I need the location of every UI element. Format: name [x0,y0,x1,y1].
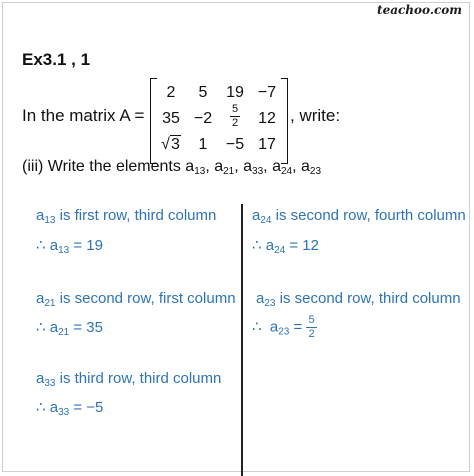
intro-prefix: In the matrix A = [22,106,145,125]
answer-a13-description [36,207,216,224]
equals-sign: = [289,318,303,336]
fraction-numerator: 5 [231,103,239,115]
element-letter: a [49,319,59,336]
subscript: 23 [278,326,290,338]
subscript-33: 33 [252,166,264,177]
answer-a24-description [252,207,466,224]
therefore-icon: ∴ [252,237,262,254]
separator: , a [205,158,224,175]
result-value: = 12 [285,237,319,254]
subscript-13: 13 [194,166,206,177]
subscript: 13 [44,215,56,226]
matrix-cell-r1c3: 19 [226,84,244,101]
therefore-icon: ∴ [36,237,46,254]
answer-a13-result [36,236,103,254]
element-letter: a [49,399,59,416]
fraction-five-halves [306,315,316,340]
separator: , a [234,158,253,175]
fraction-five-halves [230,104,240,129]
therefore-icon: ∴ [36,319,46,336]
exercise-heading: Ex3.1 , 1 [22,50,91,69]
sqrt-radicand: 3 [170,136,180,153]
element-letter: a [269,318,279,336]
subscript: 24 [274,245,286,256]
matrix-cell-r1c1: 2 [166,84,176,101]
answer-a24-result [252,236,319,254]
answer-a33-result [36,398,103,416]
separator: , a [263,158,281,175]
intro-suffix: , write: [290,106,341,125]
matrix-cell-r2c2: −2 [193,110,213,127]
result-value: = 19 [69,237,103,254]
fraction-numerator: 5 [308,314,315,326]
sqrt-icon: √ [161,136,170,153]
matrix-right-bracket [281,78,288,164]
subscript-21: 21 [223,166,235,177]
subscript: 13 [58,245,70,256]
element-letter: a [265,237,275,254]
matrix-cell-r1c2: 5 [198,84,208,101]
fraction-denominator: 2 [308,328,315,340]
subscript: 21 [58,327,70,338]
question-part-iii [22,158,321,176]
answer-a21-result [36,318,103,336]
matrix-cell-r3c3: −5 [225,136,245,153]
element-letter: a [252,207,261,224]
matrix-cell-r3c4: 17 [258,136,276,153]
subscript: 21 [44,298,56,309]
answer-a23-result [252,315,317,340]
description-text: is second row, fourth column [271,207,466,224]
brand-logo: teachoo.com [377,3,462,17]
answer-a33-description [36,370,221,387]
description-text: is second row, first column [55,290,236,307]
separator: , a [292,158,310,175]
description-text: is first row, third column [55,207,217,224]
element-letter: a [36,290,45,307]
column-divider [241,204,243,476]
result-value: = −5 [69,399,104,416]
subscript: 33 [44,378,56,389]
description-text: is second row, third column [275,290,461,307]
subscript-23: 23 [309,166,322,177]
question-text: (iii) Write the elements a [22,158,195,175]
matrix-cell-r3c2: 1 [198,136,208,153]
matrix-a [150,78,288,162]
element-letter: a [36,207,45,224]
matrix-cell-r2c1: 35 [162,110,180,127]
description-text: is third row, third column [55,370,222,387]
matrix-cell-r3c1 [156,136,186,154]
subscript: 33 [58,407,70,418]
answer-a21-description [36,290,236,307]
matrix-cell-r1c4: −7 [257,84,277,101]
result-value: = 35 [69,319,103,336]
element-letter: a [36,370,45,387]
therefore-icon: ∴ [36,399,46,416]
fraction-denominator: 2 [231,117,239,129]
therefore-icon: ∴ [252,318,262,336]
answer-a23-description [256,290,461,307]
matrix-cell-r2c4: 12 [258,110,276,127]
subscript-24: 24 [280,166,293,177]
matrix-cell-r2c3 [220,104,250,129]
subscript: 24 [260,215,272,226]
element-letter: a [256,290,265,307]
element-letter: a [49,237,59,254]
subscript: 23 [264,298,276,309]
